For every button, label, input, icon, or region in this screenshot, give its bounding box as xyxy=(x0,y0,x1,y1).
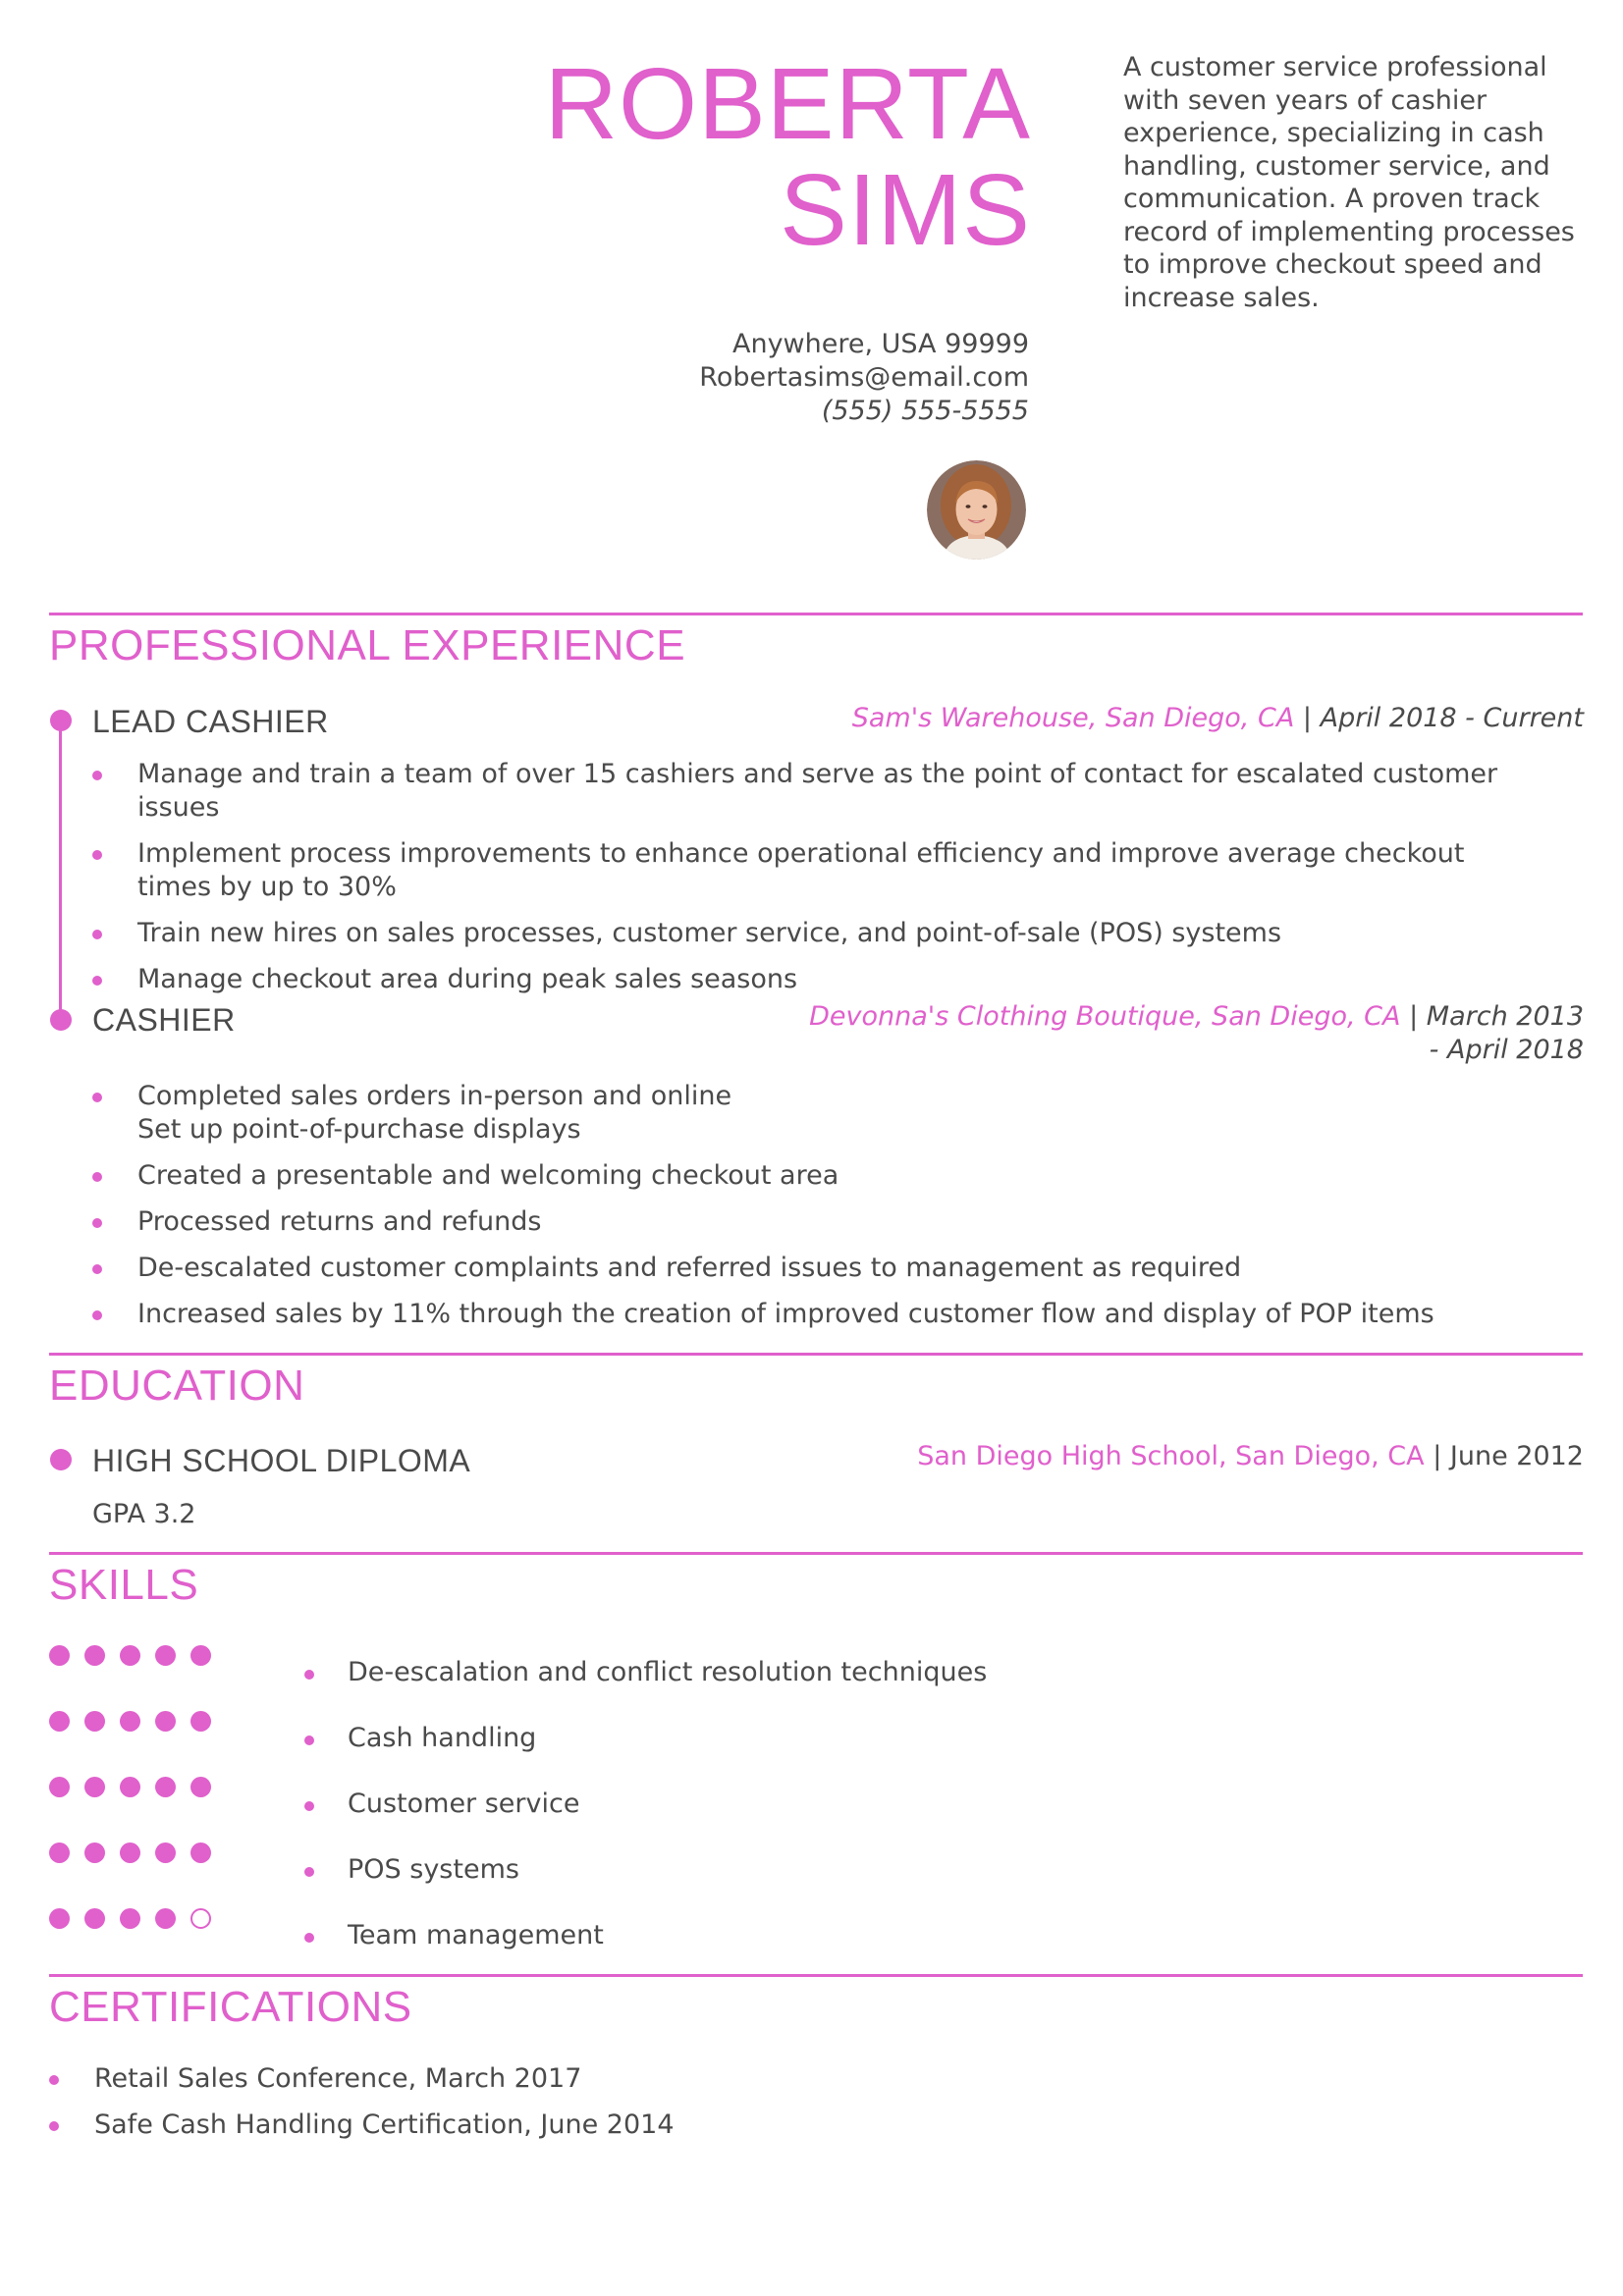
section-title-experience: PROFESSIONAL EXPERIENCE xyxy=(49,621,686,669)
dates-start: March 2013 xyxy=(1426,1001,1584,1032)
company: Devonna's Clothing Boutique, San Diego, CA xyxy=(809,1001,1401,1032)
list-item: Manage and train a team of over 15 cashiers and serve as the point of contact for escalated customer issues xyxy=(92,758,1545,825)
rating-dot-filled xyxy=(49,1777,70,1797)
school: San Diego High School, San Diego, CA xyxy=(917,1441,1425,1471)
rating-dot-filled xyxy=(120,1777,140,1797)
separator: | xyxy=(1409,1001,1419,1032)
rating-dot-empty xyxy=(190,1908,211,1929)
skill-item: De-escalation and conflict resolution techniques xyxy=(304,1657,987,1687)
section-divider xyxy=(49,1974,1583,1977)
skill-rating xyxy=(49,1908,226,1930)
rating-dot-filled xyxy=(49,1842,70,1863)
skill-rating xyxy=(49,1711,226,1733)
list-item-continued: Set up point-of-purchase displays xyxy=(137,1114,581,1145)
list-item: De-escalated customer complaints and referred issues to management as required xyxy=(92,1252,1545,1285)
dates-end: - April 2018 xyxy=(1429,1035,1584,1065)
section-divider xyxy=(49,613,1583,615)
rating-dot-filled xyxy=(190,1645,211,1666)
rating-dot-filled xyxy=(49,1645,70,1666)
list-item: Train new hires on sales processes, customer service, and point-of-sale (POS) systems xyxy=(92,917,1545,950)
bullet-dot xyxy=(50,1449,72,1470)
gpa: GPA 3.2 xyxy=(92,1499,196,1529)
list-item: Retail Sales Conference, March 2017 xyxy=(49,2062,1522,2096)
section-title-skills: SKILLS xyxy=(49,1561,199,1609)
job-meta xyxy=(852,702,1584,735)
list-item: Safe Cash Handling Certification, June 2014 xyxy=(49,2109,1522,2142)
job-title: LEAD CASHIER xyxy=(92,704,329,739)
section-title-education: EDUCATION xyxy=(49,1362,305,1410)
avatar xyxy=(927,460,1026,560)
job-title: CASHIER xyxy=(92,1002,236,1038)
degree: HIGH SCHOOL DIPLOMA xyxy=(92,1443,471,1478)
rating-dot-filled xyxy=(120,1842,140,1863)
job-meta xyxy=(809,1000,1584,1067)
name-block xyxy=(491,47,1031,266)
job-bullets xyxy=(92,1080,1545,1344)
skill-item: Cash handling xyxy=(304,1723,536,1753)
rating-dot-filled xyxy=(155,1842,176,1863)
first-name: ROBERTA xyxy=(544,47,1031,160)
timeline-dot xyxy=(50,1009,72,1031)
email[interactable]: Robertasims@email.com xyxy=(699,362,1029,393)
timeline-dot xyxy=(50,710,72,731)
dates: April 2018 - Current xyxy=(1320,703,1584,733)
rating-dot-filled xyxy=(155,1908,176,1929)
rating-dot-filled xyxy=(155,1777,176,1797)
phone: (555) 555-5555 xyxy=(821,396,1029,426)
separator: | xyxy=(1302,703,1312,733)
rating-dot-filled xyxy=(120,1711,140,1732)
skill-rating xyxy=(49,1777,226,1798)
contact-info xyxy=(589,328,1029,428)
list-item: Implement process improvements to enhance operational efficiency and improve average checkout times by up to 30% xyxy=(92,837,1545,904)
rating-dot-filled xyxy=(155,1711,176,1732)
list-item: Created a presentable and welcoming checkout area xyxy=(92,1159,1545,1193)
rating-dot-filled xyxy=(190,1842,211,1863)
rating-dot-filled xyxy=(84,1908,105,1929)
company: Sam's Warehouse, San Diego, CA xyxy=(851,703,1295,733)
job-bullets xyxy=(92,758,1545,1009)
summary: A customer service professional with seven years of cashier experience, specializing in cash handling, customer service, and communication. A proven track record of implementing processes to improve checkout speed and increase sales. xyxy=(1123,52,1575,313)
rating-dot-filled xyxy=(84,1842,105,1863)
section-divider xyxy=(49,1353,1583,1356)
skill-item: Customer service xyxy=(304,1789,579,1819)
separator: | xyxy=(1433,1441,1442,1471)
rating-dot-filled xyxy=(155,1645,176,1666)
section-divider xyxy=(49,1552,1583,1555)
avatar-photo xyxy=(927,460,1026,560)
rating-dot-filled xyxy=(49,1711,70,1732)
rating-dot-filled xyxy=(190,1777,211,1797)
rating-dot-filled xyxy=(120,1645,140,1666)
last-name: SIMS xyxy=(780,153,1031,266)
section-title-certifications: CERTIFICATIONS xyxy=(49,1983,412,2031)
list-item: Manage checkout area during peak sales seasons xyxy=(92,963,1545,996)
skill-item: Team management xyxy=(304,1920,604,1950)
rating-dot-filled xyxy=(84,1711,105,1732)
education-meta xyxy=(917,1440,1584,1473)
graduation-date: June 2012 xyxy=(1449,1441,1584,1471)
rating-dot-filled xyxy=(84,1645,105,1666)
skill-rating xyxy=(49,1645,226,1667)
rating-dot-filled xyxy=(84,1777,105,1797)
rating-dot-filled xyxy=(190,1711,211,1732)
rating-dot-filled xyxy=(120,1908,140,1929)
rating-dot-filled xyxy=(49,1908,70,1929)
list-item: Increased sales by 11% through the creation of improved customer flow and display of POP items xyxy=(92,1298,1545,1331)
skill-rating xyxy=(49,1842,226,1864)
address: Anywhere, USA 99999 xyxy=(732,329,1029,359)
list-item: Completed sales orders in-person and online xyxy=(92,1080,1545,1113)
skill-item: POS systems xyxy=(304,1854,519,1885)
certification-list xyxy=(49,2062,1522,2155)
list-item: Processed returns and refunds xyxy=(92,1205,1545,1239)
timeline-line xyxy=(59,720,62,1020)
